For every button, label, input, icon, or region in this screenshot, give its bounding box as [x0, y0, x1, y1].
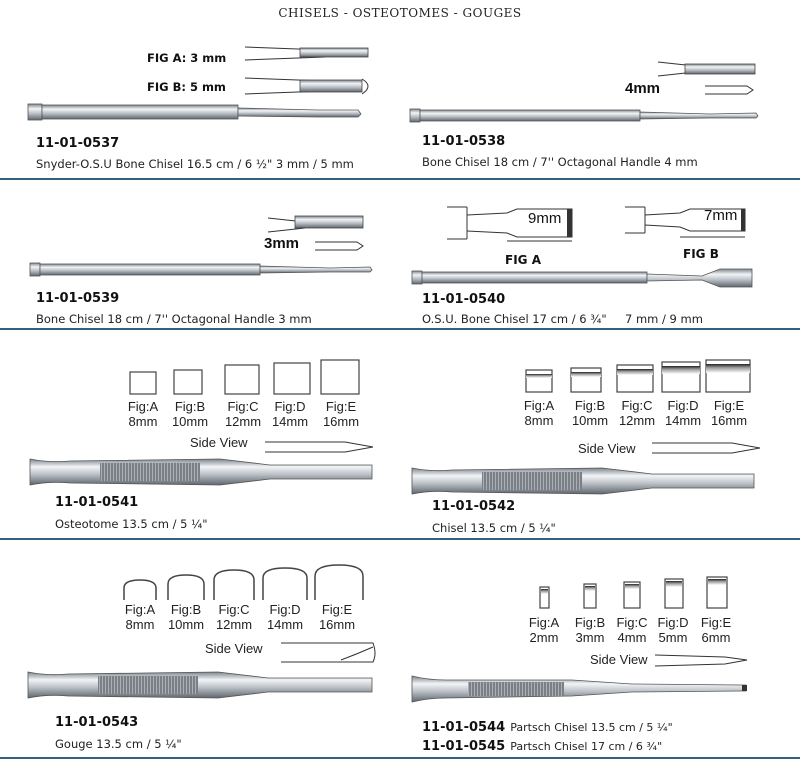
fig-b-label: FIG B — [683, 247, 719, 261]
product-description: Bone Chisel 18 cm / 7'' Octagonal Handle 4 mm — [422, 155, 698, 169]
fig-size: 5mm — [658, 630, 688, 645]
fig-a-label: FIG A — [505, 253, 541, 267]
product-line-0545 — [422, 735, 662, 754]
fig-label: Fig:D — [667, 398, 699, 413]
fig-size: 8mm — [125, 617, 155, 632]
product-description: O.S.U. Bone Chisel 17 cm / 6 ¾" 7 mm / 9 mm — [422, 312, 703, 326]
fig-size: 10mm — [171, 414, 209, 429]
fig-label: Fig:B — [174, 399, 206, 414]
product-description: Gouge 13.5 cm / 5 ¼" — [55, 737, 182, 751]
product-code: 11-01-0541 — [55, 495, 139, 510]
fig-label: Fig:E — [321, 602, 353, 617]
product-description: Bone Chisel 18 cm / 7'' Octagonal Handle 3 mm — [36, 312, 312, 326]
product-code: 11-01-0544 — [422, 720, 506, 735]
size-label: 7mm — [704, 207, 738, 224]
product-line-0544 — [422, 716, 673, 735]
chisel-image-0538 — [410, 106, 760, 126]
product-description: Partsch Chisel 17 cm / 6 ¾" — [510, 740, 663, 753]
fig-caption — [313, 399, 369, 429]
side-view-profile — [281, 642, 381, 666]
chisel-image-0544 — [412, 672, 757, 708]
tip-profile-figures — [526, 360, 756, 396]
product-description: Osteotome 13.5 cm / 5 ¼" — [55, 517, 208, 531]
side-view-label: Side View — [578, 441, 636, 456]
section-divider — [0, 538, 800, 540]
tip-profile-figures — [122, 564, 372, 604]
fig-label: Fig:A — [523, 398, 555, 413]
fig-size: 8mm — [524, 413, 554, 428]
product-code: 11-01-0542 — [432, 499, 516, 514]
fig-size: 14mm — [664, 413, 702, 428]
fig-size: 12mm — [215, 617, 253, 632]
section-divider — [0, 178, 800, 180]
tip-profile-figures — [130, 360, 370, 400]
fig-size: 16mm — [710, 413, 748, 428]
fig-label: Fig:E — [325, 399, 357, 414]
size-label: 9mm — [528, 210, 562, 227]
fig-size: 14mm — [271, 414, 309, 429]
fig-caption — [257, 602, 313, 632]
size-label: 4mm — [625, 80, 661, 97]
fig-label: Fig:C — [621, 398, 653, 413]
fig-caption — [519, 615, 569, 645]
fig-size: 16mm — [318, 617, 356, 632]
product-code: 11-01-0538 — [422, 134, 506, 149]
chisel-image-0540 — [412, 266, 757, 290]
fig-label: Fig:E — [713, 398, 745, 413]
fig-label: Fig:B — [170, 602, 202, 617]
product-code: 11-01-0543 — [55, 715, 139, 730]
side-view-label: Side View — [590, 652, 648, 667]
fig-size: 12mm — [618, 413, 656, 428]
product-description: Partsch Chisel 13.5 cm / 5 ¼" — [510, 721, 673, 734]
fig-label: Fig:D — [269, 602, 301, 617]
chisel-image-0539 — [30, 260, 375, 280]
fig-caption — [309, 602, 365, 632]
fig-caption — [262, 399, 318, 429]
fig-a-label: FIG A: 3 mm — [147, 51, 227, 65]
fig-size: 10mm — [571, 413, 609, 428]
osteotome-image-0541 — [30, 455, 375, 491]
fig-size: 2mm — [529, 630, 559, 645]
fig-label: Fig:E — [700, 615, 732, 630]
product-description: Snyder-O.S.U Bone Chisel 16.5 cm / 6 ½" 3 mm / 5 mm — [36, 157, 354, 171]
product-description: Chisel 13.5 cm / 5 ¼" — [432, 521, 556, 535]
product-code: 11-01-0539 — [36, 291, 120, 306]
fig-size: 4mm — [617, 630, 647, 645]
fig-caption — [511, 398, 567, 428]
fig-label: Fig:B — [574, 398, 606, 413]
size-label: 3mm — [264, 235, 300, 252]
side-view-profile — [652, 442, 764, 456]
side-view-profile — [265, 441, 377, 455]
gouge-image-0543 — [28, 666, 376, 706]
section-divider — [0, 757, 800, 759]
fig-label: Fig:A — [124, 602, 156, 617]
chisel-image-0542 — [412, 462, 760, 498]
fig-label: Fig:B — [574, 615, 606, 630]
fig-size: 6mm — [701, 630, 731, 645]
fig-size: 16mm — [322, 414, 360, 429]
fig-size: 3mm — [575, 630, 605, 645]
fig-label: Fig:C — [218, 602, 250, 617]
fig-label: Fig:A — [127, 399, 159, 414]
fig-caption — [691, 615, 741, 645]
fig-size: 8mm — [128, 414, 158, 429]
product-code: 11-01-0545 — [422, 739, 506, 754]
tip-profile-figures — [540, 577, 740, 611]
page-title: CHISELS - OSTEOTOMES - GOUGES — [278, 6, 522, 20]
chisel-image-0537 — [28, 100, 368, 130]
fig-caption — [206, 602, 262, 632]
side-view-label: Side View — [190, 435, 248, 450]
fig-size: 14mm — [266, 617, 304, 632]
fig-b-label: FIG B: 5 mm — [147, 80, 226, 94]
fig-label: Fig:A — [528, 615, 560, 630]
fig-label: Fig:C — [227, 399, 259, 414]
fig-caption — [701, 398, 757, 428]
side-view-profile — [655, 654, 750, 668]
product-code: 11-01-0540 — [422, 292, 506, 307]
fig-label: Fig:D — [657, 615, 689, 630]
fig-label: Fig:D — [274, 399, 306, 414]
product-code: 11-01-0537 — [36, 136, 120, 151]
fig-caption — [162, 399, 218, 429]
tip-detail-figures — [240, 44, 380, 104]
fig-size: 12mm — [224, 414, 262, 429]
tip-detail — [655, 56, 765, 98]
fig-label: Fig:C — [616, 615, 648, 630]
section-divider — [0, 328, 800, 330]
fig-size: 10mm — [167, 617, 205, 632]
side-view-label: Side View — [205, 641, 263, 656]
